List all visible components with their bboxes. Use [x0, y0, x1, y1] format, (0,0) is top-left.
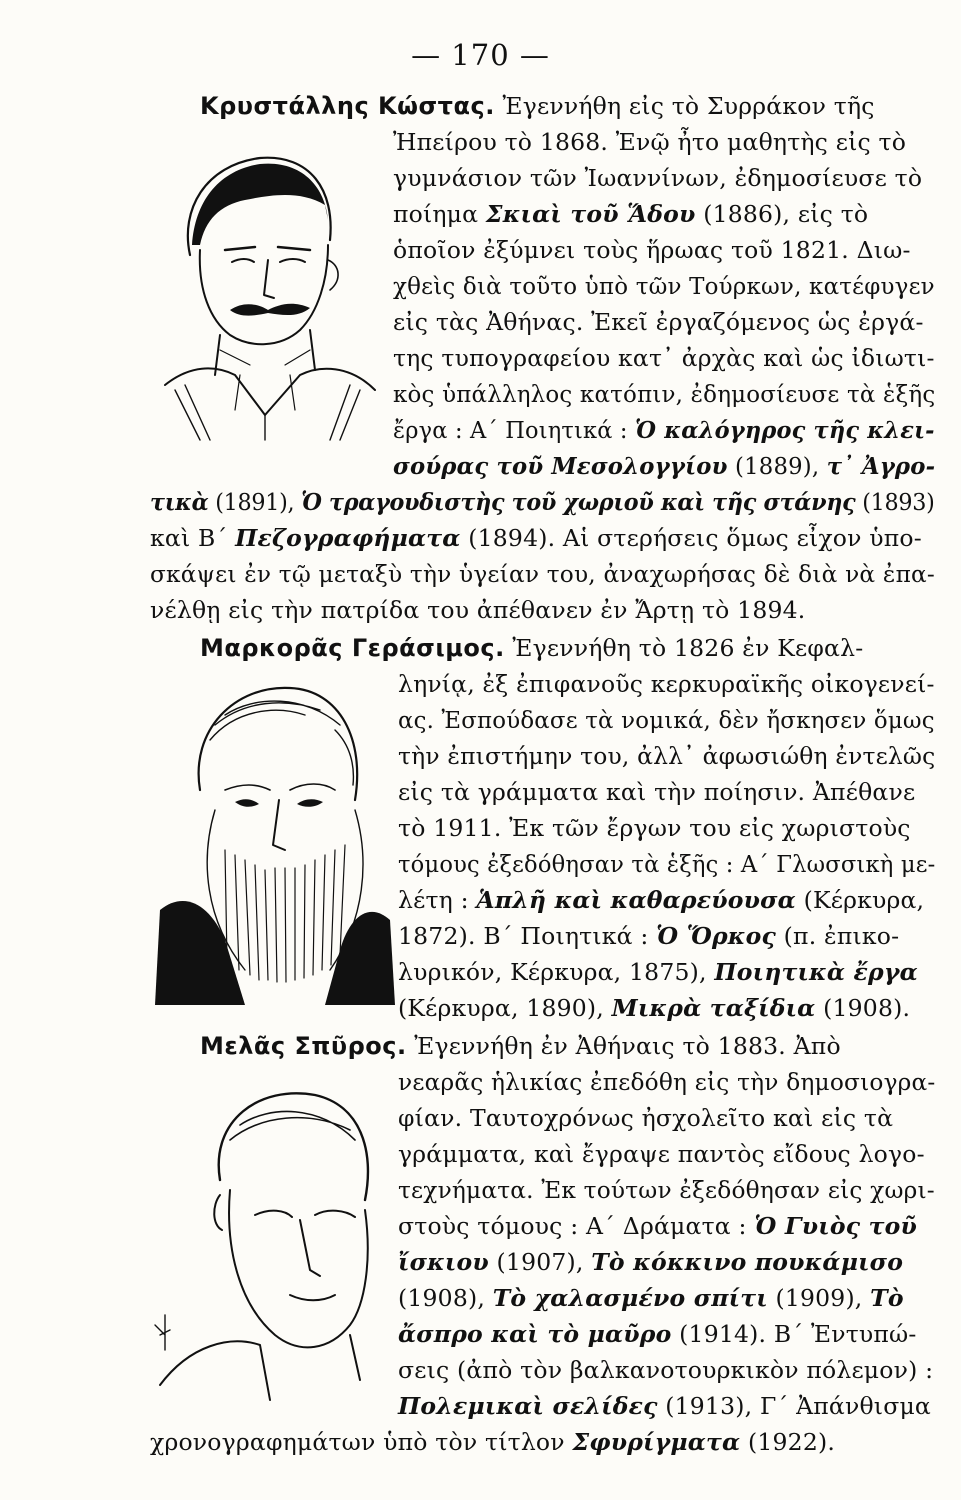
work-title: ἴσκιου [398, 1248, 489, 1276]
text: τὴν ἐπιστήμην του, ἀλλ᾽ ἀφωσιώθη ἐντελῶς [398, 742, 936, 770]
text: της τυπογραφείου κατ᾽ ἀρχὰς καὶ ὡς ἰδιωτι- [393, 344, 935, 372]
entry-line [398, 1100, 893, 1136]
entry-line [393, 232, 911, 268]
entry-line [398, 918, 899, 954]
entry-line [393, 412, 935, 448]
entry-line [398, 702, 935, 738]
entry-line [398, 1352, 933, 1388]
text: σεις (ἀπὸ τὸν βαλκανοτουρκικὸν πόλεμον) : [398, 1356, 934, 1384]
text: λέτη : [398, 886, 477, 914]
entry-line [393, 340, 935, 376]
work-title: Πεζογραφήματα [235, 524, 461, 552]
portrait-markoras [155, 670, 395, 1005]
work-title: Σκιαὶ τοῦ Ἅδου [485, 200, 696, 228]
work-title: τ᾽ Ἀγρο- [826, 452, 936, 480]
text: χθεὶς διὰ τοῦτο ὑπὸ τῶν Τούρκων, κατέφυγεν [393, 272, 935, 300]
text: τὸ 1911. Ἐκ τῶν ἔργων του εἰς χωριστοὺς [398, 814, 911, 842]
portrait-krystallis [160, 150, 385, 445]
work-title: Ἁπλῆ καὶ καθαρεύουσα [476, 886, 796, 914]
entry-name: Μελᾶς Σπῦρος. [200, 1032, 407, 1060]
text: (1922). [740, 1428, 836, 1456]
entry-line [393, 196, 868, 232]
entry-line [398, 774, 915, 810]
text: (1907), [488, 1248, 592, 1276]
entry-line [150, 556, 935, 592]
text: (1908), [398, 1284, 493, 1312]
portrait-melas [150, 1080, 390, 1415]
text: (1889), [727, 452, 827, 480]
entry-line [393, 376, 935, 412]
work-title: Τὸ κόκκινο πουκάμισο [591, 1248, 904, 1276]
entry-line [150, 484, 935, 520]
entry-line [150, 592, 805, 628]
text: (1893) [855, 488, 935, 516]
work-title: Ὁ Ὅρκος [656, 922, 777, 950]
text: γυμνάσιον τῶν Ἰωαννίνων, ἐδημοσίευσε τὸ [393, 164, 923, 192]
entry-line [398, 666, 935, 702]
entry-line [398, 1172, 935, 1208]
text: ποίημα [393, 200, 486, 228]
work-title: σούρας τοῦ Μεσολογγίου [393, 452, 728, 480]
text: (1886), εἰς τὸ [695, 200, 869, 228]
text: Ἠπείρου τὸ 1868. Ἐνῷ ἦτο μαθητὴς εἰς τὸ [393, 128, 907, 156]
text: (1913), Γ΄ Ἀπάνθισμα [657, 1392, 931, 1420]
text: (Κέρκυρα, 1890), [398, 994, 612, 1022]
entry-line [393, 160, 922, 196]
entry-line [150, 1424, 835, 1460]
entry-text: Ἐγεννήθη εἰς τὸ Συρράκον τῆς [502, 92, 875, 120]
text: τόμους ἐξεδόθησαν τὰ ἑξῆς : Α΄ Γλωσσικὴ με- [398, 850, 936, 878]
work-title: Ὁ Γυιὸς τοῦ [754, 1212, 917, 1240]
work-title: ἄσπρο καὶ τὸ μαῦρο [398, 1320, 672, 1348]
entry-line [398, 954, 918, 990]
entry-name: Κρυστάλλης Κώστας. [200, 92, 495, 120]
work-title: Τὸ χαλασμένο σπίτι [492, 1284, 768, 1312]
text: ἔργα : Α΄ Ποιητικά : [393, 416, 635, 444]
entry-line [398, 1136, 925, 1172]
text: (1894). Αἱ στερήσεις ὅμως εἶχον ὑπο- [460, 524, 922, 552]
work-title: Ποιητικὰ ἔργα [714, 958, 918, 986]
entry-line [200, 1028, 841, 1064]
text: ας. Ἐσπούδασε τὰ νομικά, δὲν ἤσκησεν ὅμως [398, 706, 935, 734]
entry-line [398, 810, 911, 846]
text: (1914). Β΄ Ἐντυπώ- [671, 1320, 917, 1348]
entry-line [398, 1208, 917, 1244]
text: (1891), [208, 488, 302, 516]
text: (1909), [767, 1284, 871, 1312]
entry-name: Μαρκορᾶς Γεράσιμος. [200, 634, 505, 662]
work-title: Μικρὰ ταξίδια [611, 994, 816, 1022]
text: (π. ἐπικο- [776, 922, 900, 950]
text: ὁποῖον ἐξύμνει τοὺς ἥρωας τοῦ 1821. Διω- [393, 236, 911, 264]
entry-line [398, 846, 935, 882]
text: χρονογραφημάτων ὑπὸ τὸν τίτλον [150, 1428, 573, 1456]
entry-line [150, 520, 922, 556]
text: γράμματα, καὶ ἔγραψε παντὸς εἴδους λογο- [398, 1140, 925, 1168]
work-title: Ὁ καλόγηρος τῆς κλει- [634, 416, 935, 444]
text: σκάψει ἐν τῷ μεταξὺ τὴν ὑγείαν του, ἀναχωρήσας δὲ διὰ νὰ ἐπα- [150, 560, 935, 588]
text: στοὺς τόμους : Α΄ Δράματα : [398, 1212, 755, 1240]
entry-line [398, 1064, 935, 1100]
text: ληνίᾳ, ἐξ ἐπιφανοῦς κερκυραϊκῆς οἰκογενεί- [398, 670, 935, 698]
entry-line [200, 630, 863, 666]
text: εἰς τὰς Ἀθήνας. Ἐκεῖ ἐργαζόμενος ὡς ἐργά- [393, 308, 924, 336]
entry-line [393, 268, 935, 304]
text: κὸς ὑπάλληλος κατόπιν, ἐδημοσίευσε τὰ ἑξῆς [393, 380, 936, 408]
entry-line [398, 990, 910, 1026]
text: φίαν. Ταυτοχρόνως ἠσχολεῖτο καὶ εἰς τὰ [398, 1104, 894, 1132]
entry-line [393, 124, 906, 160]
text: νέλθῃ εἰς τὴν πατρίδα του ἀπέθανεν ἐν Ἄρτῃ τὸ 1894. [150, 596, 806, 624]
text: (1908). [815, 994, 911, 1022]
entry-line [398, 738, 935, 774]
work-title: Πολεμικαὶ σελίδες [398, 1392, 658, 1420]
entry-line [398, 1244, 903, 1280]
work-title: τικὰ [150, 488, 209, 516]
work-title: Τὸ [870, 1284, 904, 1312]
work-title: Ὁ τραγουδιστὴς τοῦ χωριοῦ καὶ τῆς στάνης [301, 488, 856, 516]
entry-line [398, 1316, 917, 1352]
entry-line [393, 448, 935, 484]
text: τεχνήματα. Ἐκ τούτων ἐξεδόθησαν εἰς χωρι- [398, 1176, 935, 1204]
work-title: Σφυρίγματα [572, 1428, 741, 1456]
text: λυρικόν, Κέρκυρα, 1875), [398, 958, 715, 986]
entry-line [398, 882, 924, 918]
entry-line [398, 1280, 904, 1316]
text: Ἐγεννήθη τὸ 1826 ἐν Κεφαλ- [512, 634, 864, 662]
entry-line [398, 1388, 931, 1424]
text: (Κέρκυρα, [795, 886, 925, 914]
text: εἰς τὰ γράμματα καὶ τὴν ποίησιν. Ἀπέθανε [398, 778, 916, 806]
text: Ἐγεννήθη ἐν Ἀθήναις τὸ 1883. Ἀπὸ [414, 1032, 841, 1060]
text: νεαρᾶς ἡλικίας ἐπεδόθη εἰς τὴν δημοσιογρα- [398, 1068, 936, 1096]
page-number: — 170 — [411, 38, 550, 72]
text: 1872). Β΄ Ποιητικά : [398, 922, 657, 950]
entry-line [393, 304, 924, 340]
text: καὶ Β΄ [150, 524, 236, 552]
